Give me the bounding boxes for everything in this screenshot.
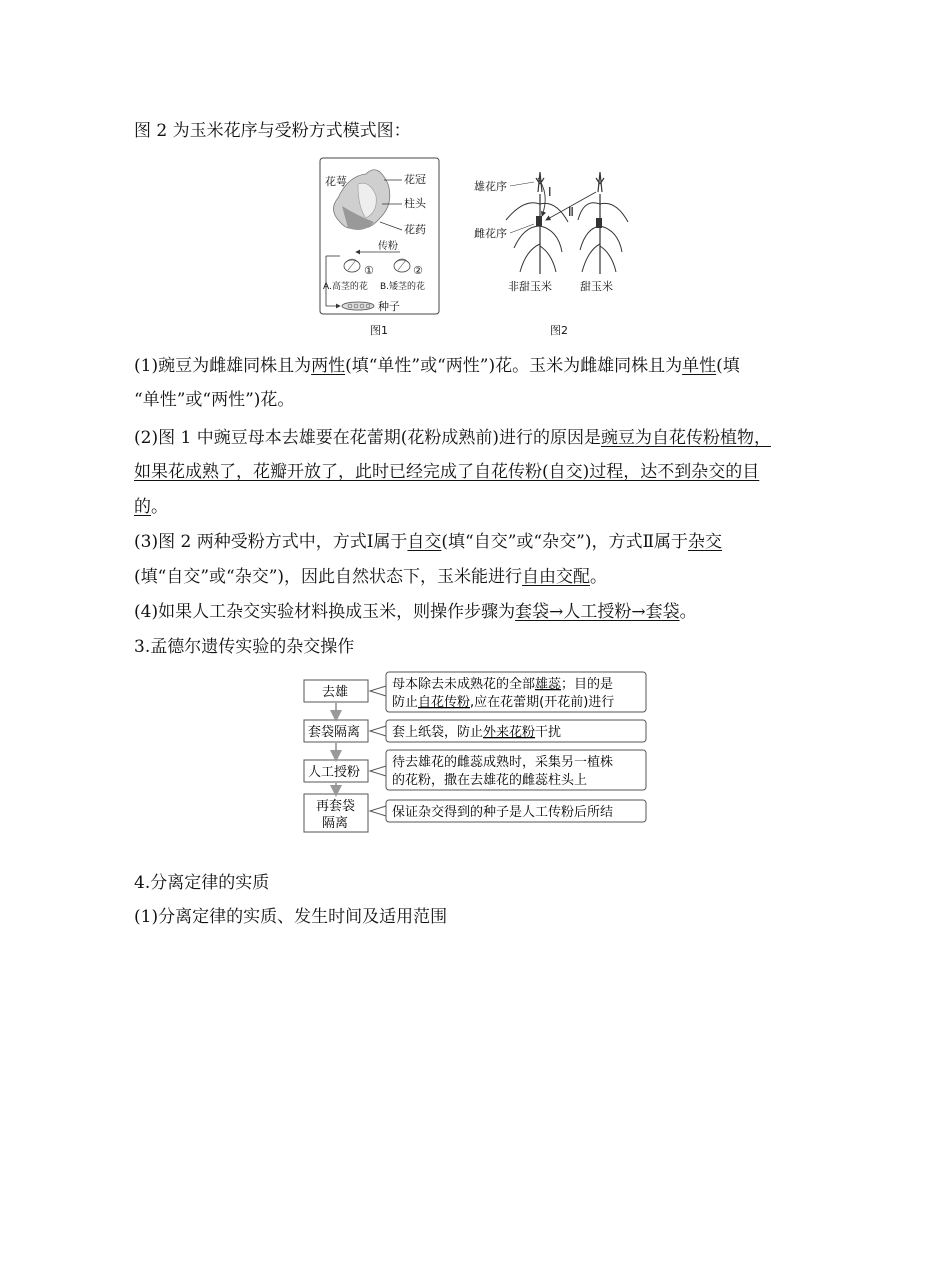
intro-text: 图 2 为玉米花序与受粉方式模式图：: [134, 121, 411, 141]
step-2-name: 套袋隔离: [308, 725, 361, 740]
q3-text-b: (填“自交”或“杂交”)，方式Ⅱ属于: [441, 532, 689, 552]
q1-answer-2: 单性: [682, 356, 717, 376]
step-4-name-line-1: 再套袋: [316, 799, 356, 814]
step-3-desc-line-2: 的花粉，撒在去雄花的雌蕊柱头上: [392, 773, 588, 788]
step-3-desc-line-1: 待去雄花的雌蕊成熟时，采集另一植株: [392, 755, 614, 770]
step-2-desc-b: 干扰: [535, 725, 562, 740]
step-1-desc-l1-u: 雄蕊: [535, 677, 562, 692]
step-1-desc-line-2: [392, 694, 614, 710]
label-circle-2: ②: [413, 264, 423, 277]
q2-answer-line-3: 的: [134, 497, 151, 517]
label-flower-b: B.矮茎的花: [380, 282, 426, 292]
step-3-name: 人工授粉: [308, 765, 361, 780]
q3-answer-2: 杂交: [688, 532, 723, 552]
label-anther: 花药: [404, 223, 426, 236]
q3-answer-3: 自由交配: [522, 567, 591, 587]
figure-2-caption: 图2: [550, 324, 568, 337]
label-seed: 种子: [378, 300, 400, 313]
q3-answer-1: 自交: [407, 532, 442, 552]
section-4-sub-1: (1)分离定律的实质、发生时间及适用范围: [134, 907, 448, 927]
question-3-line-2: [134, 566, 607, 588]
section-3-heading: 3.孟德尔遗传实验的杂交操作: [134, 637, 355, 657]
question-3-line-1: [134, 531, 722, 553]
question-2-line-2: [134, 461, 759, 483]
q2-answer-line-1: 豌豆为自花传粉植物，: [600, 428, 771, 448]
label-female-inflorescence: 雌花序: [474, 227, 507, 240]
question-1-line-1: [134, 355, 740, 377]
section-4-heading: 4.分离定律的实质: [134, 873, 270, 893]
figure-1-caption: 图1: [370, 324, 388, 337]
q1-text-b: (填“单性”或“两性”)花。玉米为雌雄同株且为: [345, 356, 683, 376]
label-stigma: 柱头: [404, 197, 426, 210]
label-mode-2: Ⅱ: [568, 205, 574, 219]
q3-end: 。: [590, 567, 608, 587]
question-2-line-1: [134, 427, 771, 449]
step-1-desc-l2-a: 防止: [392, 695, 419, 710]
q3-text-a: (3)图 2 两种受粉方式中，方式Ⅰ属于: [134, 532, 408, 552]
label-flower-a: A.高茎的花: [323, 282, 368, 292]
step-4-name-line-2: 隔离: [322, 816, 349, 831]
step-2-desc-a: 套上纸袋，防止: [392, 725, 484, 740]
figure-2-maize: [472, 164, 638, 340]
figure-1-pea-flower: [318, 156, 442, 342]
q3-text-c: (填“自交”或“杂交”)，因此自然状态下，玉米能进行: [134, 567, 523, 587]
step-1-desc-l2-b: ,应在花蕾期(开花前)进行: [470, 695, 615, 710]
q4-answer: 套袋→人工授粉→套袋: [515, 602, 680, 622]
label-circle-1: ①: [364, 264, 374, 277]
label-non-sweet-maize: 非甜玉米: [508, 280, 552, 293]
step-4-desc: 保证杂交得到的种子是人工传粉后所结: [392, 805, 614, 820]
step-2-desc: [392, 724, 561, 740]
label-sweet-maize: 甜玉米: [580, 280, 613, 293]
q2-end: 。: [151, 497, 168, 517]
q1-text-c: (填: [716, 356, 740, 376]
question-1-line-2: “单性”或“两性”)花。: [134, 390, 295, 410]
q4-end: 。: [679, 602, 697, 622]
label-mode-1: Ⅰ: [548, 185, 552, 199]
step-1-desc-l1-a: 母本除去未成熟花的全部: [392, 677, 536, 692]
question-2-line-3: [134, 496, 168, 518]
label-pollination: 传粉: [378, 241, 398, 252]
step-1-name: 去雄: [322, 685, 349, 700]
q2-answer-line-2: 如果花成熟了，花瓣开放了，此时已经完成了自花传粉(自交)过程，达不到杂交的目: [134, 462, 760, 482]
question-4: [134, 601, 697, 623]
label-male-inflorescence: 雄花序: [474, 180, 507, 193]
q1-text-a: (1)豌豆为雌雄同株且为: [134, 356, 312, 376]
label-calyx: 花萼: [325, 175, 347, 188]
q1-answer-1: 两性: [311, 356, 346, 376]
step-1-desc-l2-u: 自花传粉: [418, 695, 471, 710]
label-corolla: 花冠: [404, 173, 426, 186]
q4-text-a: (4)如果人工杂交实验材料换成玉米，则操作步骤为: [134, 602, 516, 622]
step-1-desc-l1-b: ；目的是: [561, 677, 614, 692]
hybridization-flow-diagram: [300, 670, 650, 836]
step-1-desc-line-1: [392, 676, 613, 692]
step-2-desc-u: 外来花粉: [483, 725, 536, 740]
q2-text-a: (2)图 1 中豌豆母本去雄要在花蕾期(花粉成熟前)进行的原因是: [134, 428, 601, 448]
